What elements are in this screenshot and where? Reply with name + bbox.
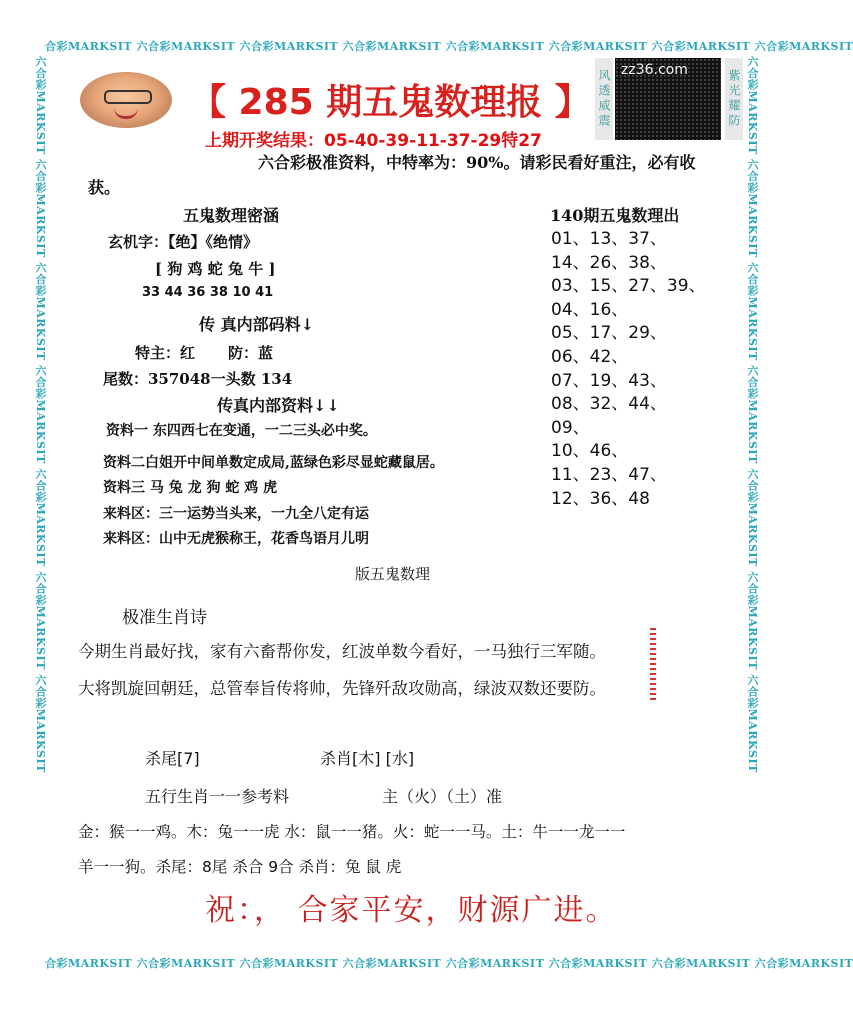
source-line-2: 来料区：山中无虎猴称王，花香鸟语月儿明 bbox=[103, 531, 369, 547]
riddle-text: 玄机字：【绝】《绝情》 bbox=[108, 233, 259, 251]
number-list: 33 44 36 38 10 41 bbox=[142, 285, 274, 300]
data-line-2: 资料二白姐开中间单数定成局,蓝绿色彩尽显蛇藏鼠居。 bbox=[103, 455, 444, 471]
number-row: 01、13、37、 bbox=[551, 229, 667, 249]
watermark-bottom: 合彩MARKSIT 六合彩MARKSIT 六合彩MARKSIT 六合彩MARKSIT 六合彩MARKSIT 六合彩MARKSIT 六合彩MARKSIT 六合彩MARKSIT bbox=[45, 957, 853, 970]
last-result: 上期开奖结果：05-40-39-11-37-29特27 bbox=[205, 131, 542, 151]
five-elements-label: 五行生肖一一参考料 bbox=[145, 787, 290, 806]
five-elements-main: 主（火）（土）准 bbox=[382, 787, 503, 806]
source-line-1: 来料区：三一运势当头来，一九全八定有运 bbox=[103, 506, 369, 522]
poem-line-1: 今期生肖最好找，家有六畜帮你发，红波单数今看好，一马独行三军随。 bbox=[78, 642, 606, 661]
tail-head-numbers: 尾数：357048一头数 134 bbox=[103, 370, 293, 388]
page-title: 【 285 期五鬼数理报 】 bbox=[190, 82, 591, 123]
portrait-image bbox=[80, 72, 172, 128]
number-row: 12、36、48 bbox=[551, 488, 650, 509]
number-row: 10、46、 bbox=[551, 441, 629, 462]
data-line-3: 资料三 马 兔 龙 狗 蛇 鸡 虎 bbox=[103, 480, 278, 496]
number-row: 06、42、 bbox=[551, 346, 629, 367]
smile-shape bbox=[114, 108, 138, 119]
kill-tail: 杀尾[7] bbox=[145, 749, 200, 768]
left-heading: 五鬼数理密涵 bbox=[183, 206, 280, 225]
number-row: 03、15、27、39、 bbox=[551, 276, 706, 297]
five-elements-line-1: 金：猴一一鸡。木：兔一一虎 水：鼠一一猪。火：蛇一一马。土：牛一一龙一一 bbox=[78, 823, 626, 841]
number-table bbox=[551, 228, 706, 511]
watermark-left: 六合彩MARKSIT 六合彩MARKSIT 六合彩MARKSIT 六合彩MARKSIT 六合彩MARKSIT 六合彩MARKSIT 六合彩MARKSIT bbox=[34, 56, 47, 773]
logo-right-text: 紫光耀防 bbox=[725, 58, 743, 140]
number-row: 05、17、29、 bbox=[551, 323, 667, 344]
five-elements-line-2: 羊一一狗。杀尾：8尾 杀合 9合 杀肖：兔 鼠 虎 bbox=[78, 858, 402, 876]
logo-site-text: zz36.com bbox=[621, 62, 688, 78]
logo-left-text: 风透威震 bbox=[595, 58, 613, 140]
glasses-shape bbox=[104, 90, 152, 104]
kill-zodiac: 杀肖[木] [水] bbox=[320, 749, 415, 768]
special-guard: 防：蓝 bbox=[228, 344, 274, 362]
right-heading: 140期五鬼数理出 bbox=[550, 206, 680, 225]
special-main: 特主：红 bbox=[135, 344, 196, 362]
number-row: 04、16、 bbox=[551, 299, 629, 320]
number-row: 11、23、47、 bbox=[551, 464, 667, 485]
poem-line-2: 大将凯旋回朝廷，总管奉旨传将帅，先锋歼敌攻勋高，绿波双数还要防。 bbox=[78, 679, 606, 698]
poem-heading: 极准生肖诗 bbox=[122, 608, 207, 628]
watermark-right: 六合彩MARKSIT 六合彩MARKSIT 六合彩MARKSIT 六合彩MARKSIT 六合彩MARKSIT 六合彩MARKSIT 六合彩MARKSIT bbox=[746, 56, 759, 773]
intro-line-1: 六合彩极准资料，中特率为：90%。请彩民看好重注，必有收 bbox=[258, 153, 696, 172]
intro-line-2: 获。 bbox=[88, 178, 121, 197]
number-row: 08、32、44、 bbox=[551, 394, 667, 415]
edition-label: 版五鬼数理 bbox=[355, 565, 431, 583]
number-row: 14、26、38、 bbox=[551, 252, 667, 273]
site-logo bbox=[595, 58, 743, 140]
blessing-text: 祝：， 合家平安，财源广进。 bbox=[205, 893, 618, 928]
zodiac-list: [ 狗 鸡 蛇 兔 牛 ] bbox=[155, 260, 276, 278]
fax-data-heading: 传真内部资料↓↓ bbox=[217, 396, 340, 415]
watermark-top: 合彩MARKSIT 六合彩MARKSIT 六合彩MARKSIT 六合彩MARKSIT 六合彩MARKSIT 六合彩MARKSIT 六合彩MARKSIT 六合彩MARKSIT bbox=[45, 40, 853, 53]
number-row: 09、 bbox=[551, 417, 590, 438]
number-row: 07、19、43、 bbox=[551, 370, 667, 391]
fax-code-heading: 传 真内部码料↓ bbox=[199, 315, 314, 334]
data-line-1: 资料一 东四西七在变通，一二三头必中奖。 bbox=[106, 423, 377, 439]
red-mark bbox=[650, 628, 656, 700]
